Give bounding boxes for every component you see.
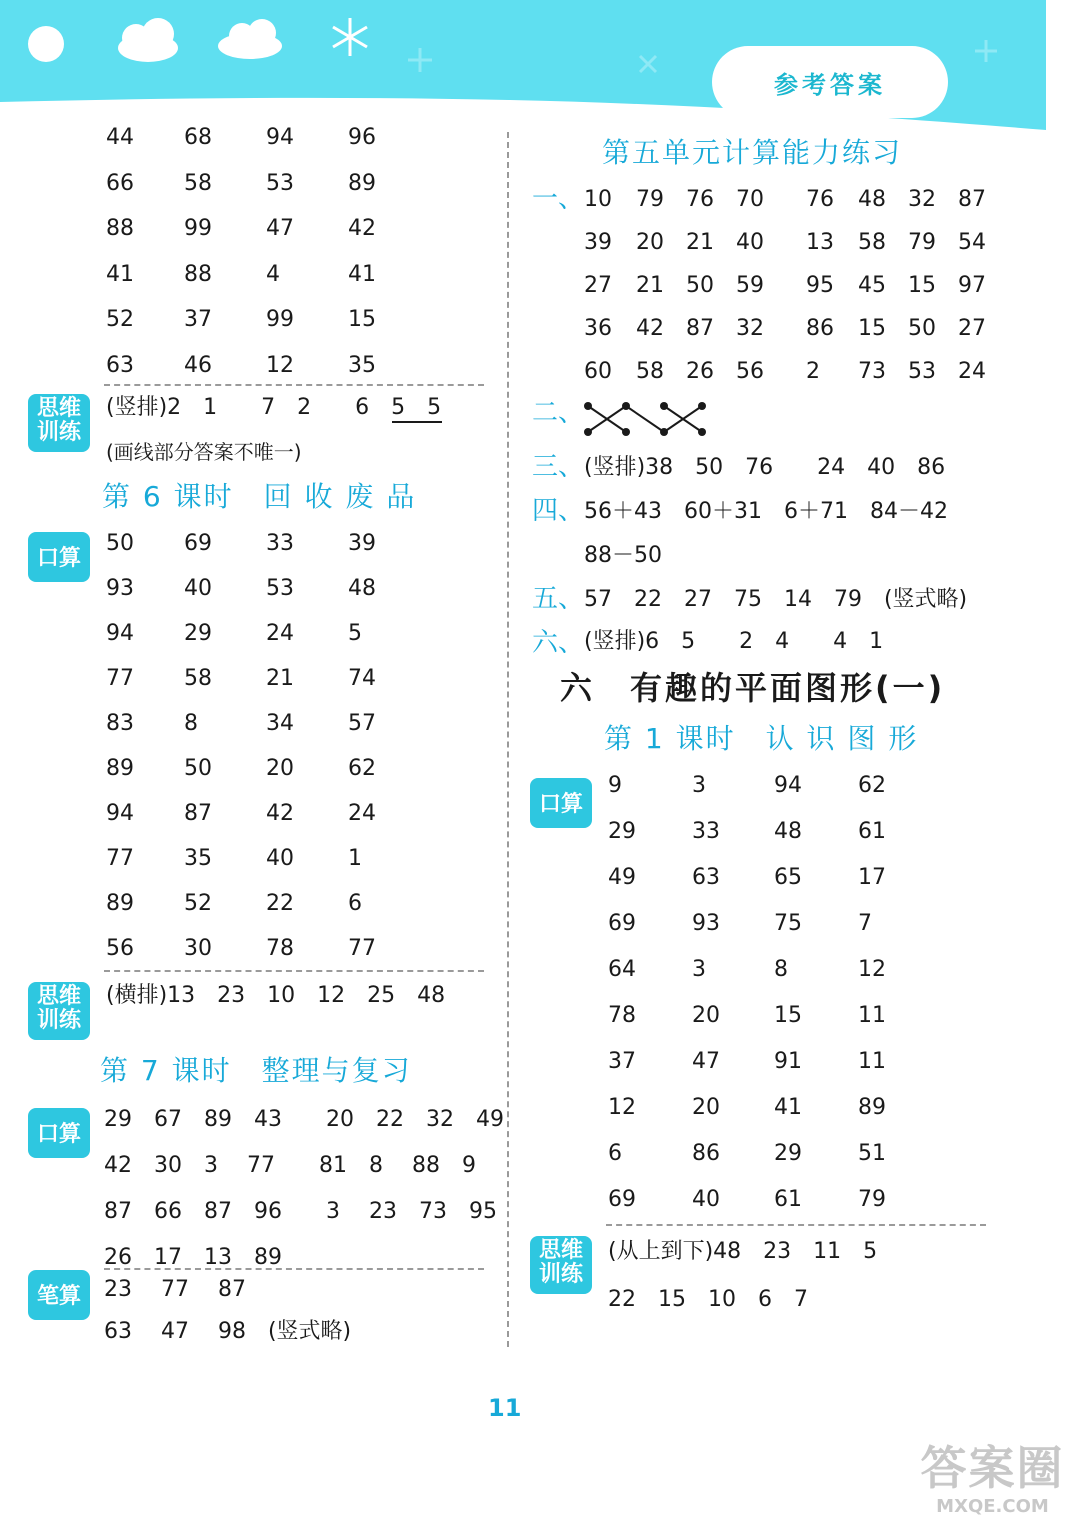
answer-cell: 77 [106, 846, 134, 871]
answer-cell: 29 [608, 819, 636, 844]
answer-cell: 6 [348, 891, 362, 916]
section-4-label: 四、 [532, 496, 585, 526]
answer-row: 29 67 89 43 20 22 32 49 [104, 1107, 504, 1132]
divider [606, 1224, 986, 1226]
answer-cell: 17 [858, 865, 886, 890]
answer-cell: 7 [858, 911, 872, 936]
answer-cell: 40 [266, 846, 294, 871]
answer-cell: 88 [106, 216, 134, 241]
section-5-label: 五、 [532, 584, 585, 614]
answer-cell: 11 [858, 1003, 886, 1028]
answer-cell: 20 [692, 1095, 720, 1120]
answer-cell: 99 [266, 307, 294, 332]
answer-cell: 2 [806, 359, 820, 384]
answer-cell: 50 [184, 756, 212, 781]
answer-cell: 12 [266, 352, 294, 378]
answer-cell: 69 [608, 911, 636, 936]
answer-cell: 56 [106, 936, 134, 961]
answer-cell: 13 [806, 230, 834, 255]
note-text: (画线部分答案不唯一) [106, 440, 302, 464]
header-banner [0, 0, 1086, 130]
answer-cell: 35 [348, 352, 376, 378]
answer-cell: 78 [266, 936, 294, 961]
answer-cell: 79 [636, 187, 664, 212]
thinking-answer-line1: (从上到下)48 23 11 5 [608, 1239, 878, 1264]
answer-row: 23 77 87 [104, 1277, 246, 1302]
answer-cell: 27 [958, 316, 986, 341]
oral-calc-tag: 口算 [28, 1108, 90, 1158]
answer-cell: 27 [584, 273, 612, 298]
answer-cell: 63 [106, 352, 134, 378]
section-2-label: 二、 [532, 398, 585, 428]
answer-cell: 93 [692, 911, 720, 936]
answer-cell: 97 [958, 273, 986, 298]
answer-cell: 83 [106, 711, 134, 736]
answer-cell: 21 [686, 230, 714, 255]
answer-cell: 50 [106, 531, 134, 556]
oral-calc-tag: 口算 [530, 778, 592, 828]
answer-cell: 58 [184, 170, 212, 196]
answer-cell: 22 [266, 891, 294, 916]
answer-cell: 52 [184, 891, 212, 916]
answer-cell: 63 [692, 865, 720, 890]
answer-cell: 94 [106, 801, 134, 826]
thinking-training-tag: 思维训练 [28, 394, 90, 452]
answer-cell: 73 [858, 359, 886, 384]
answer-cell: 30 [184, 936, 212, 961]
section-6-label: 六、 [532, 628, 585, 658]
answer-cell: 61 [774, 1187, 802, 1212]
answer-cell: 68 [184, 125, 212, 150]
thinking-answer-line2: 22 15 10 6 7 [608, 1287, 808, 1312]
answer-key-badge: 参考答案 [712, 46, 948, 118]
answer-cell: 41 [774, 1095, 802, 1120]
thinking-answer-line: (竖排)2 1 7 2 6 5 5 [106, 395, 442, 420]
answer-cell: 77 [106, 666, 134, 691]
answer-cell: 24 [266, 621, 294, 646]
answer-row: 87 66 87 96 3 23 73 95 [104, 1199, 497, 1224]
answer-cell: 15 [858, 316, 886, 341]
answer-cell: 60 [584, 359, 612, 384]
sun-icon [28, 26, 64, 62]
answer-cell: 75 [774, 911, 802, 936]
divider [104, 1268, 484, 1270]
answer-cell: 41 [106, 261, 134, 287]
answer-cell: 33 [266, 531, 294, 556]
watermark-logo: 答案圈 MXQE.COM [920, 1441, 1065, 1517]
answer-cell: 6 [608, 1141, 622, 1166]
answer-cell: 15 [774, 1003, 802, 1028]
lesson7-title: 第 7 课时 整理与复习 [100, 1054, 412, 1087]
answer-cell: 47 [266, 216, 294, 241]
answer-cell: 42 [266, 801, 294, 826]
page-number: 11 [488, 1394, 522, 1422]
answer-cell: 47 [692, 1049, 720, 1074]
answer-cell: 87 [184, 801, 212, 826]
answer-cell: 50 [686, 273, 714, 298]
answer-cell: 58 [184, 666, 212, 691]
divider [104, 970, 484, 972]
answer-cell: 57 [348, 711, 376, 736]
answer-cell: 26 [686, 359, 714, 384]
answer-cell: 37 [184, 307, 212, 332]
answer-cell: 3 [692, 773, 706, 798]
answer-cell: 20 [692, 1003, 720, 1028]
answer-cell: 4 [266, 261, 280, 287]
chapter6-title: 六 有趣的平面图形(一) [560, 669, 946, 707]
thinking-training-tag: 思维训练 [530, 1236, 592, 1294]
answer-cell: 95 [806, 273, 834, 298]
answer-cell: 53 [908, 359, 936, 384]
answer-cell: 76 [686, 187, 714, 212]
answer-cell: 87 [686, 316, 714, 341]
answer-cell: 69 [608, 1187, 636, 1212]
answer-cell: 46 [184, 352, 212, 378]
section-4-answer-line1: 56＋43 60＋31 6＋71 84－42 [584, 499, 948, 524]
answer-cell: 8 [184, 711, 198, 736]
answer-cell: 65 [774, 865, 802, 890]
answer-cell: 29 [184, 621, 212, 646]
answer-cell: 66 [106, 170, 134, 196]
section-6-answer: (竖排)6 5 2 4 4 1 [584, 629, 884, 654]
answer-cell: 96 [348, 125, 376, 150]
answer-cell: 51 [858, 1141, 886, 1166]
answer-cell: 33 [692, 819, 720, 844]
answer-cell: 89 [106, 756, 134, 781]
answer-cell: 44 [106, 125, 134, 150]
answer-cell: 20 [636, 230, 664, 255]
answer-cell: 12 [858, 957, 886, 982]
answer-row: 26 17 13 89 [104, 1245, 282, 1270]
answer-cell: 34 [266, 711, 294, 736]
answer-cell: 54 [958, 230, 986, 255]
lesson6-title: 第 6 课时 回 收 废 品 [102, 480, 417, 513]
answer-cell: 5 [348, 621, 362, 646]
answer-cell: 35 [184, 846, 212, 871]
answer-cell: 88 [184, 261, 212, 287]
answer-cell: 12 [608, 1095, 636, 1120]
answer-cell: 94 [266, 125, 294, 150]
answer-cell: 48 [858, 187, 886, 212]
chapter6-lesson1-title: 第 1 课时 认 识 图 形 [604, 722, 919, 755]
answer-cell: 24 [348, 801, 376, 826]
matching-lines-diagram [580, 398, 710, 440]
oral-calc-tag: 口算 [28, 532, 90, 582]
section-3-label: 三、 [532, 452, 585, 482]
answer-cell: 21 [636, 273, 664, 298]
answer-cell: 49 [608, 865, 636, 890]
answer-cell: 53 [266, 170, 294, 196]
answer-cell: 48 [774, 819, 802, 844]
answer-cell: 32 [908, 187, 936, 212]
answer-cell: 94 [106, 621, 134, 646]
answer-cell: 50 [908, 316, 936, 341]
answer-cell: 91 [774, 1049, 802, 1074]
answer-cell: 70 [736, 187, 764, 212]
answer-cell: 41 [348, 261, 376, 287]
section-5-answer: 57 22 27 75 14 79 (竖式略) [584, 587, 968, 612]
answer-cell: 79 [858, 1187, 886, 1212]
answer-cell: 89 [858, 1095, 886, 1120]
answer-cell: 99 [184, 216, 212, 241]
answer-cell: 40 [184, 576, 212, 601]
answer-cell: 87 [958, 187, 986, 212]
answer-cell: 58 [636, 359, 664, 384]
answer-cell: 9 [608, 773, 622, 798]
section-4-answer-line2: 88－50 [584, 543, 662, 568]
answer-cell: 20 [266, 756, 294, 781]
thinking-training-tag: 思维训练 [28, 982, 90, 1040]
answer-cell: 1 [348, 846, 362, 871]
written-calc-tag: 笔算 [28, 1270, 90, 1320]
answer-cell: 86 [692, 1141, 720, 1166]
answer-cell: 86 [806, 316, 834, 341]
answer-cell: 74 [348, 666, 376, 691]
answer-cell: 42 [348, 216, 376, 241]
answer-cell: 79 [908, 230, 936, 255]
answer-cell: 24 [958, 359, 986, 384]
answer-cell: 69 [184, 531, 212, 556]
answer-cell: 45 [858, 273, 886, 298]
answer-cell: 62 [858, 773, 886, 798]
divider [104, 384, 484, 386]
answer-cell: 37 [608, 1049, 636, 1074]
answer-cell: 78 [608, 1003, 636, 1028]
answer-cell: 76 [806, 187, 834, 212]
answer-cell: 32 [736, 316, 764, 341]
answer-cell: 15 [348, 307, 376, 332]
unit5-title: 第五单元计算能力练习 [602, 136, 903, 169]
answer-row: 42 30 3 77 81 8 88 9 [104, 1153, 476, 1178]
underline-mark [392, 421, 442, 423]
answer-cell: 42 [636, 316, 664, 341]
answer-cell: 40 [736, 230, 764, 255]
answer-cell: 94 [774, 773, 802, 798]
column-divider [507, 132, 509, 1347]
answer-row: 63 47 98 (竖式略) [104, 1319, 352, 1344]
section-3-answer: (竖排)38 50 76 24 40 86 [584, 455, 946, 480]
answer-cell: 77 [348, 936, 376, 961]
answer-cell: 93 [106, 576, 134, 601]
thinking-answer-line: (横排)13 23 10 12 25 48 [106, 983, 446, 1008]
answer-cell: 59 [736, 273, 764, 298]
answer-cell: 10 [584, 187, 612, 212]
answer-cell: 58 [858, 230, 886, 255]
answer-cell: 56 [736, 359, 764, 384]
answer-cell: 52 [106, 307, 134, 332]
answer-cell: 36 [584, 316, 612, 341]
answer-cell: 89 [348, 170, 376, 196]
answer-cell: 89 [106, 891, 134, 916]
answer-cell: 62 [348, 756, 376, 781]
answer-cell: 3 [692, 957, 706, 982]
answer-cell: 15 [908, 273, 936, 298]
answer-cell: 29 [774, 1141, 802, 1166]
answer-cell: 8 [774, 957, 788, 982]
answer-cell: 40 [692, 1187, 720, 1212]
answer-cell: 64 [608, 957, 636, 982]
answer-cell: 11 [858, 1049, 886, 1074]
section-1-label: 一、 [532, 184, 585, 214]
answer-cell: 39 [348, 531, 376, 556]
answer-cell: 48 [348, 576, 376, 601]
answer-cell: 53 [266, 576, 294, 601]
answer-cell: 39 [584, 230, 612, 255]
answer-cell: 61 [858, 819, 886, 844]
answer-cell: 21 [266, 666, 294, 691]
